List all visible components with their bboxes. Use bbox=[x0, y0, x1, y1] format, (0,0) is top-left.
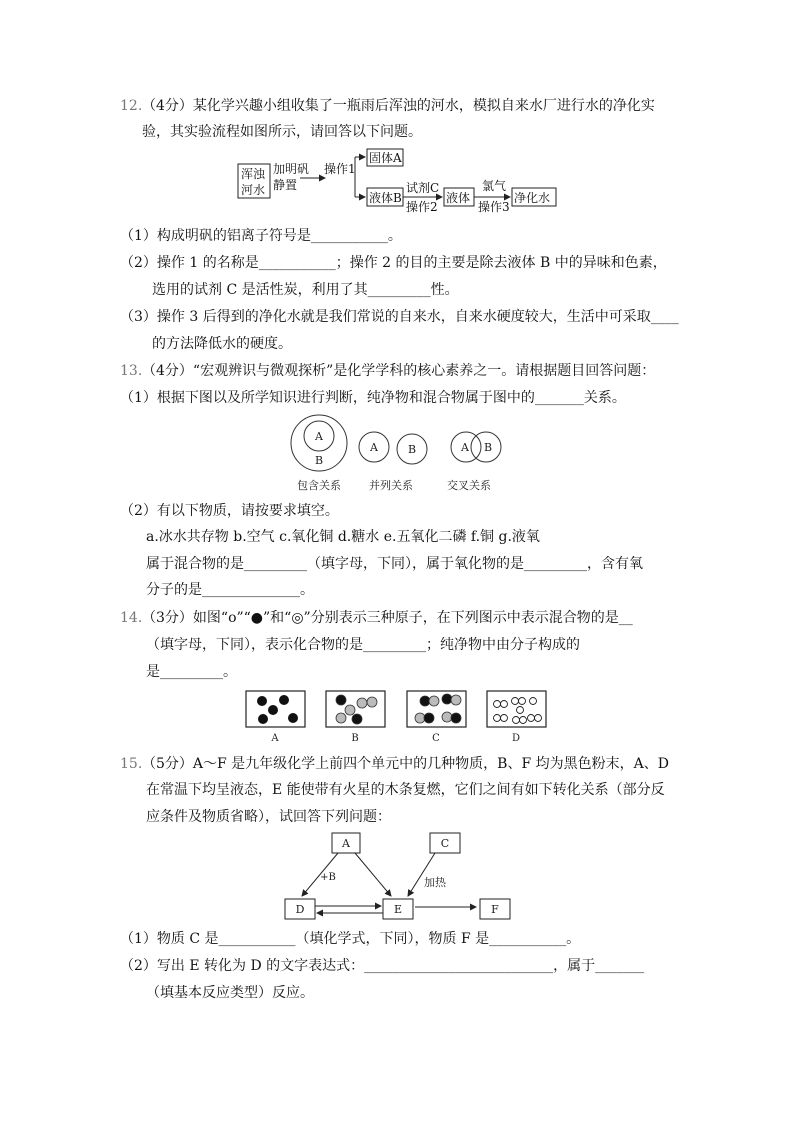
q15-conversion-diagram bbox=[280, 828, 520, 924]
svg-text:C: C bbox=[440, 837, 450, 850]
flow-step1-top: 加明矾 bbox=[273, 162, 310, 176]
flow-op1: 操作1 bbox=[324, 162, 356, 176]
svg-text:F: F bbox=[491, 903, 499, 916]
svg-text:B: B bbox=[483, 441, 493, 454]
svg-text:E: E bbox=[393, 903, 403, 916]
q14-number: 14. bbox=[120, 610, 143, 626]
label-include: 包含关系 bbox=[297, 479, 341, 492]
q12-number: 12. bbox=[120, 98, 143, 114]
flow-op2: 操作2 bbox=[406, 200, 438, 214]
svg-text:A: A bbox=[370, 441, 378, 454]
svg-text:A: A bbox=[342, 837, 350, 850]
svg-text:A: A bbox=[461, 441, 469, 454]
q12-flow-diagram bbox=[230, 145, 570, 220]
flow-op3: 操作3 bbox=[478, 200, 510, 214]
svg-text:D: D bbox=[295, 903, 305, 916]
flow-liquid: 液体 bbox=[446, 191, 471, 205]
flow-clean-water: 净化水 bbox=[514, 191, 551, 205]
arrow-c-e bbox=[408, 853, 435, 896]
q13-relation-diagram bbox=[285, 412, 515, 494]
flow-step1-bottom: 静置 bbox=[273, 178, 298, 192]
arrow-a-e bbox=[355, 853, 391, 896]
svg-text:A: A bbox=[315, 430, 323, 443]
svg-text:D: D bbox=[511, 733, 521, 744]
flow-chlorine: 氯气 bbox=[482, 179, 507, 193]
svg-text:B: B bbox=[407, 443, 417, 456]
q12-stem-1: （4分）某化学兴趣小组收集了一瓶雨后浑浊的河水，模拟自来水厂进行水的净化实 bbox=[142, 98, 655, 114]
svg-text:B: B bbox=[351, 733, 359, 744]
label-cross: 交叉关系 bbox=[447, 479, 491, 492]
svg-text:B: B bbox=[314, 454, 324, 467]
label-plus-b: +B bbox=[320, 872, 336, 883]
q15-number: 15. bbox=[120, 756, 143, 772]
flow-reagent: 试剂C bbox=[406, 181, 440, 195]
q12-stem-2: 验，其实验流程如图所示，请回答以下问题。 bbox=[142, 124, 422, 140]
svg-text:A: A bbox=[271, 733, 279, 744]
q14-particle-diagram bbox=[244, 688, 554, 746]
q13-number: 13. bbox=[120, 363, 143, 379]
flow-solid: 固体A bbox=[369, 151, 402, 165]
svg-text:C: C bbox=[432, 733, 440, 744]
label-heat: 加热 bbox=[424, 876, 446, 889]
flow-start-bottom: 河水 bbox=[241, 183, 266, 197]
label-parallel: 并列关系 bbox=[369, 479, 413, 492]
flow-start-top: 浑浊 bbox=[241, 167, 266, 181]
flow-liquid-b: 液体B bbox=[369, 191, 402, 205]
